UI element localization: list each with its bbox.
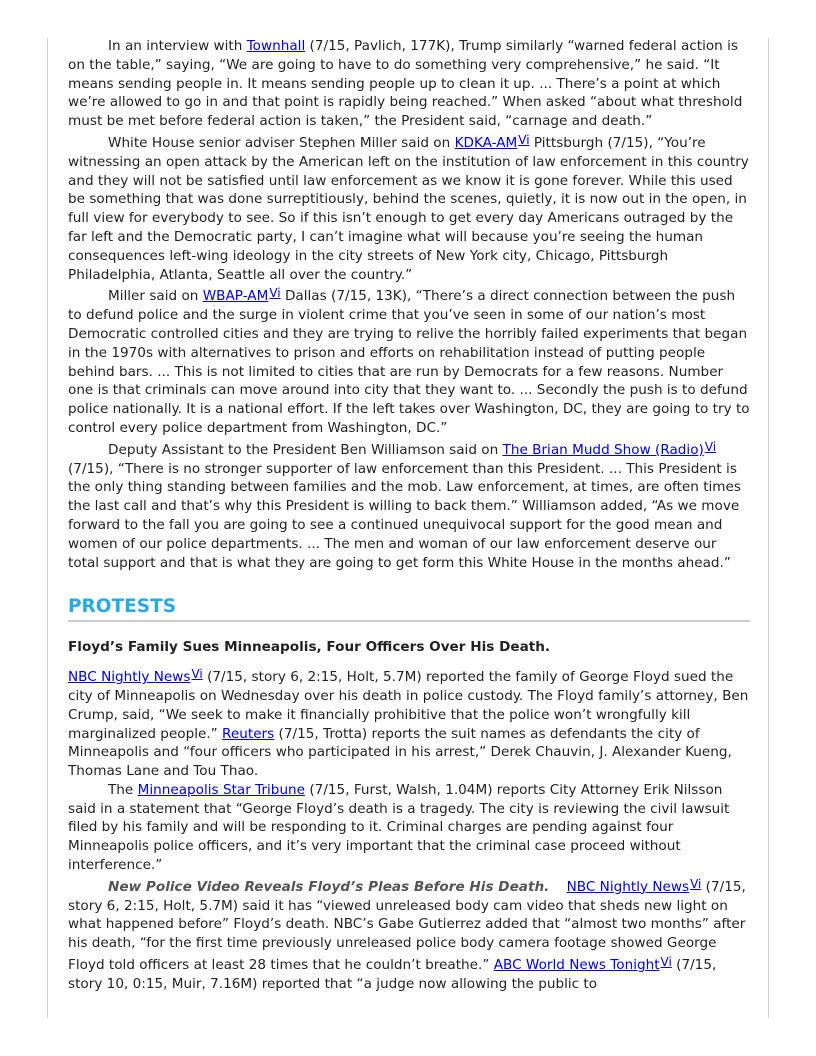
paragraph-wbap [68, 284, 750, 437]
story-subheadline: New Police Video Reveals Floyd’s Pleas Before His Death. [108, 878, 550, 895]
story-headline: Floyd’s Family Sues Minneapolis, Four Officers Over His Death. [68, 639, 551, 656]
section-heading-protests: PROTESTS [68, 596, 750, 622]
right-margin-rule [768, 38, 769, 1018]
video-icon-link[interactable]: Vi [660, 955, 672, 970]
paragraph-text: The [108, 781, 138, 798]
paragraph-nbc-lawsuit [68, 665, 750, 781]
paragraph-text: (7/15, story 6, 2:15, Holt, 5.7M) reported the family of George Floyd sued the city of Minneapolis on Wednesday over his death in police custody. The Floyd family’s attorney, Ben Crump, said, “We seek to make it financially prohibitive that the police won’t wrongfully kill marginalized people.” [68, 669, 749, 742]
wbap-am-link[interactable]: WBAP-AM [202, 288, 269, 305]
paragraph-text: Deputy Assistant to the President Ben Williamson said on [108, 441, 503, 458]
paragraph-text: (7/15, Furst, Walsh, 1.04M) reports City Attorney Erik Nilsson said in a statement that “George Floyd’s death is a tragedy. The city is reviewing the civil lawsuit filed by his family and will be responding to it. Criminal charges are pending against four Minneapolis police officers, and it’s very important that the criminal case proceed without interference.” [68, 781, 730, 874]
minneapolis-star-tribune-link[interactable]: Minneapolis Star Tribune [137, 781, 306, 798]
paragraph-text: Miller said on [108, 288, 203, 305]
paragraph-text: (7/15, story 6, 2:15, Holt, 5.7M) said it has “viewed unreleased body cam video that sheds new light on what happened before” Floyd’s death. NBC’s Gabe Gutierrez added that “almost two months” after his death, “for the first time previously unreleased police body camera footage showed George Floyd told officers at least 28 times that he couldn’t breathe.” [68, 878, 746, 974]
document-body [68, 37, 750, 994]
video-icon-link[interactable]: Vi [704, 439, 717, 454]
paragraph-star-tribune [68, 781, 750, 875]
paragraph-text: (7/15, Trotta) reports the suit names as defendants the city of Minneapolis and “four officers who participated in his arrest,” Derek Chauvin, J. Alexander Kueng, Thomas Lane and Tou Thao. [68, 725, 732, 780]
abc-world-news-tonight-link[interactable]: ABC World News Tonight [493, 957, 660, 974]
paragraph-text: (7/15, story 10, 0:15, Muir, 7.16M) reported that “a judge now allowing the public to [68, 957, 717, 992]
video-icon-link[interactable]: Vi [269, 286, 281, 301]
reuters-link[interactable]: Reuters [222, 725, 275, 742]
paragraph-text: (7/15, Pavlich, 177K), Trump similarly “warned federal action is on the table,” saying, “We are going to have to do something very comprehensive,” he said. “It means sending people in. It means sending people up to clean it up. ... There’s a point at which we’re allowed to go in and that point is rapidly being reached.” When asked “about what threshold must be met before federal action is taken,” the President said, “carnage and death.” [68, 38, 743, 130]
left-margin-rule [47, 38, 48, 1018]
nbc-nightly-news-link[interactable]: NBC Nightly News [566, 878, 690, 895]
video-icon-link[interactable]: Vi [518, 132, 530, 147]
paragraph-text: Dallas (7/15, 13K), “There’s a direct connection between the push to defund police and the surge in violent crime that you’ve seen in some of our nation’s most Democratic controlled cities and they are trying to relive the horribly failed experiments that began in the 1970s with alternatives to prison and efforts on rehabilitation instead of putting people behind bars. ... This is not limited to cities that are run by Democrats for a few reasons. Number one is that criminals can move around into city that they want to. ... Secondly the push is to defund police nationally. It is a national effort. If the left takes over Washington, DC, they are going to try to control every police department from Washington, DC.” [68, 288, 750, 436]
nbc-nightly-news-link[interactable]: NBC Nightly News [68, 669, 191, 686]
paragraph-townhall [68, 37, 750, 131]
paragraph-text: In an interview with [108, 38, 247, 54]
video-icon-link[interactable]: Vi [690, 876, 702, 891]
paragraph-kdka [68, 131, 750, 284]
video-icon-link[interactable]: Vi [191, 667, 203, 682]
paragraph-police-video [68, 875, 750, 994]
paragraph-text: (7/15), “There is no stronger supporter of law enforcement than this President. ... This President is the only thing standing between families and the mob. Law enforcement, at times, are often times the last call and that’s why this President is willing to back them.” Williamson added, “As we move forward to the fall you are going to see a continued unequivocal support for the good mean and women of our police departments. ... The men and woman of our law enforcement deserve our total support and that is what they are going to get form this White House in the months ahead.” [68, 460, 741, 571]
townhall-link[interactable]: Townhall [246, 38, 306, 54]
brian-mudd-show-link[interactable]: The Brian Mudd Show (Radio) [502, 441, 704, 458]
paragraph-text: Pittsburgh (7/15), “You’re witnessing an open attack by the American left on the institution of law enforcement in this country and they will not be satisfied until law enforcement as we know it is gone forever. While this used be something that was done surreptitiously, behind the scenes, quietly, it is now out in the open, in full view for everybody to see. So if this isn’t enough to get every day Americans outraged by the far left and the Democratic party, I can’t imagine what will because you’re seeing the human consequences left-wing ideology in the city streets of New York city, Chicago, Pittsburgh Philadelphia, Atlanta, Seattle all over the country.” [68, 134, 749, 283]
paragraph-text: White House senior adviser Stephen Miller said on [108, 134, 455, 151]
kdka-am-link[interactable]: KDKA-AM [454, 134, 518, 151]
paragraph-brian-mudd [68, 438, 750, 573]
